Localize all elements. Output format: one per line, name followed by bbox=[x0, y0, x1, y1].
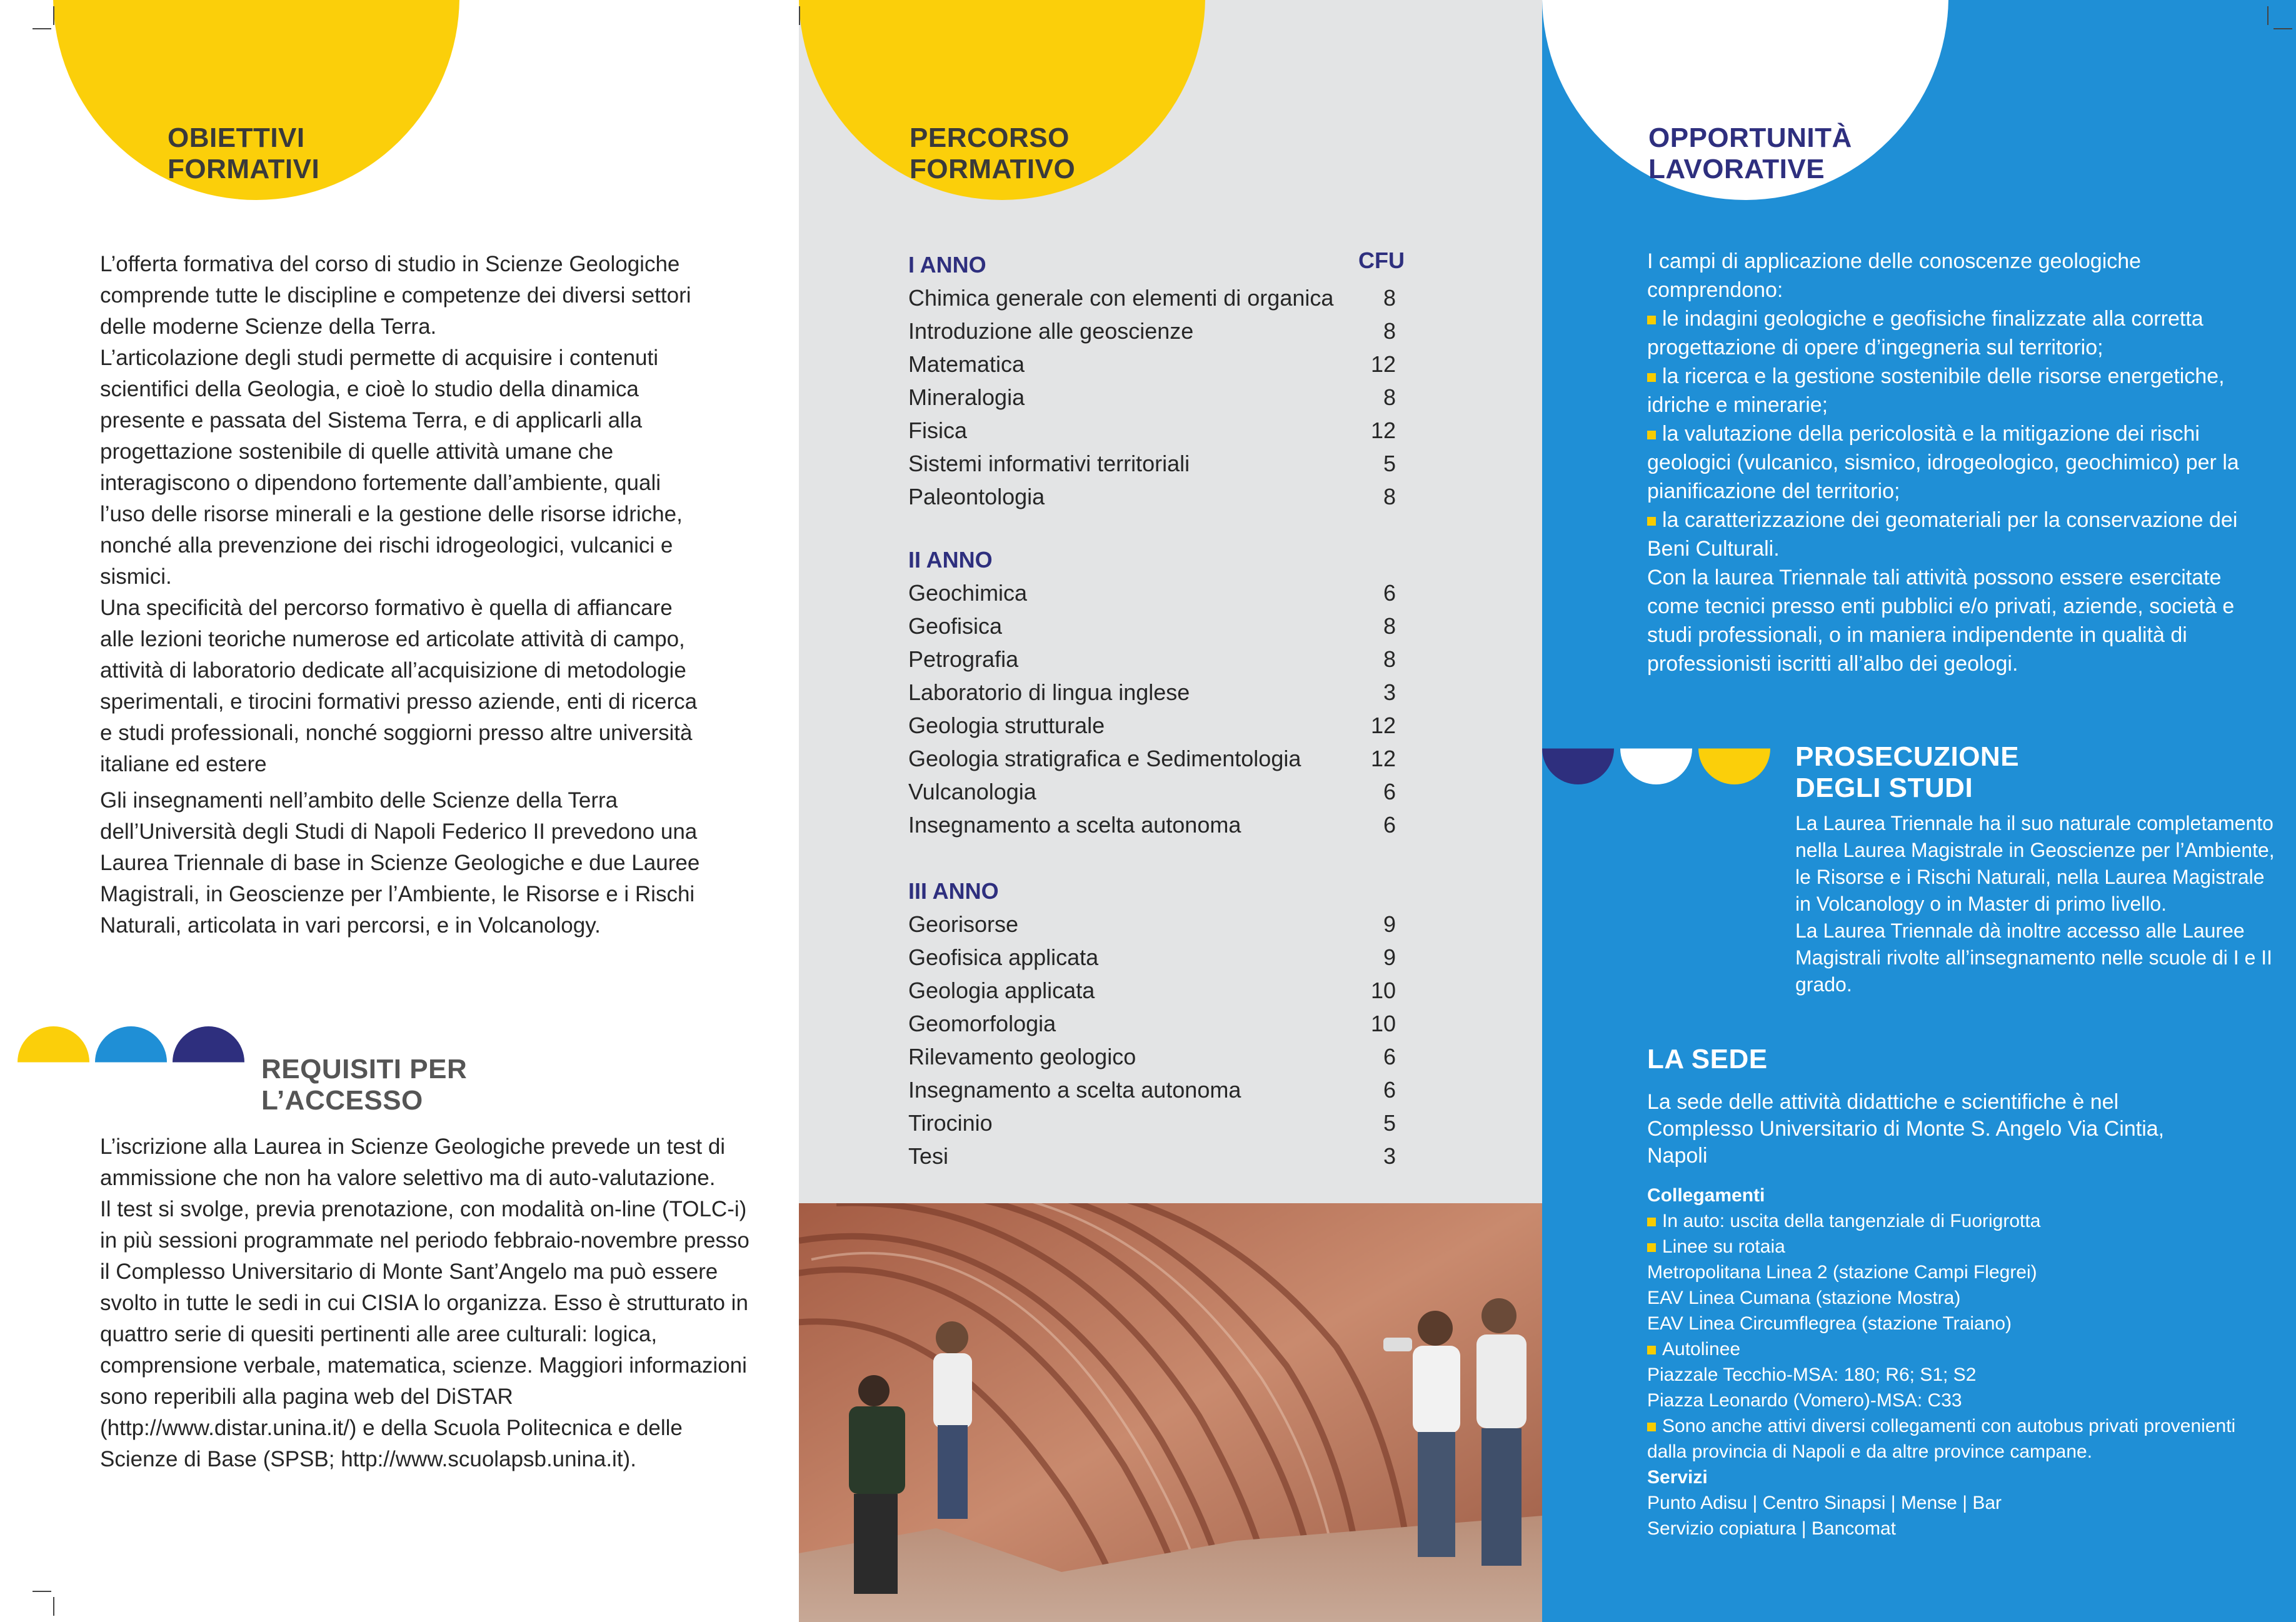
paragraph: L’offerta formativa del corso di studio in Scienze Geologiche comprende tutte le discipline e competenze dei diversi settori delle moderne Scienze della Terra. bbox=[100, 252, 691, 339]
course-row bbox=[908, 941, 1396, 974]
list-item bbox=[1647, 1336, 2272, 1362]
white-semicircle bbox=[1620, 713, 1692, 784]
title-line: PROSECUZIONE bbox=[1795, 741, 2020, 772]
opportunita-title bbox=[1648, 123, 1852, 185]
course-row bbox=[908, 775, 1396, 808]
percorso-title bbox=[910, 123, 1075, 185]
course-row bbox=[908, 1007, 1396, 1040]
year-block bbox=[908, 544, 1396, 841]
course-name: Insegnamento a scelta autonoma bbox=[908, 1077, 1241, 1103]
course-name: Matematica bbox=[908, 351, 1025, 377]
autolinee-line: Piazza Leonardo (Vomero)-MSA: C33 bbox=[1647, 1390, 1962, 1411]
course-name: Tirocinio bbox=[908, 1110, 993, 1136]
course-name: Tesi bbox=[908, 1143, 949, 1169]
course-cfu: 8 bbox=[1383, 613, 1396, 639]
title-line: FORMATIVO bbox=[910, 154, 1076, 184]
paragraph: L’articolazione degli studi permette di acquisire i contenuti scientifici della Geologia, e cioè lo studio della dinamica presente e passata del Sistema Terra, e di applicarli alla progettazione sostenibile di quelle attività umane che interagiscono o dipendono fortemente dall’ambiente, quali l’uso delle risorse minerali e la gestione delle risorse idriche, nonché alla prevenzione dei rischi idrogeologici, vulcanici e sismici. bbox=[100, 346, 683, 589]
bullet-icon bbox=[1647, 1423, 1656, 1431]
course-row bbox=[908, 808, 1396, 841]
prosecuzione-title bbox=[1795, 741, 2019, 804]
course-row bbox=[908, 314, 1396, 348]
course-row bbox=[908, 1106, 1396, 1139]
blue-semicircle bbox=[95, 1026, 167, 1098]
servizi-line: Servizio copiatura | Bancomat bbox=[1647, 1518, 1896, 1539]
list-item bbox=[1647, 304, 2247, 362]
list-item-text: la caratterizzazione dei geomateriali per la conservazione dei Beni Culturali. bbox=[1647, 508, 2238, 561]
course-cfu: 6 bbox=[1383, 580, 1396, 606]
collegamenti-title: Collegamenti bbox=[1647, 1185, 1765, 1206]
title-line: OBIETTIVI bbox=[168, 123, 305, 153]
course-name: Fisica bbox=[908, 418, 968, 443]
list-item-text: Autolinee bbox=[1662, 1339, 1741, 1359]
list-item-text: le indagini geologiche e geofisiche finalizzate alla corretta progettazione di opere d’ingegneria sul territorio; bbox=[1647, 307, 2203, 359]
course-row bbox=[908, 480, 1396, 513]
panel-percorso bbox=[799, 0, 1542, 1622]
course-cfu: 9 bbox=[1383, 944, 1396, 970]
course-name: Geomorfologia bbox=[908, 1011, 1056, 1036]
prosecuzione-text bbox=[1795, 810, 2283, 998]
course-cfu: 10 bbox=[1370, 978, 1396, 1003]
course-row bbox=[908, 676, 1396, 709]
servizi-line: Punto Adisu | Centro Sinapsi | Mense | Bar bbox=[1647, 1493, 2002, 1513]
course-row bbox=[908, 1073, 1396, 1106]
list-item bbox=[1647, 1234, 2272, 1259]
bullet-icon bbox=[1647, 1243, 1656, 1252]
title-line: LAVORATIVE bbox=[1648, 154, 1825, 184]
course-row bbox=[908, 1139, 1396, 1173]
course-cfu: 12 bbox=[1370, 713, 1396, 738]
paragraph: Il test si svolge, previa prenotazione, con modalità on-line (TOLC-i) in più sessioni programmate nel periodo febbraio-novembre presso il Complesso Universitario di Monte Sant’Angelo ma può essere svolto in tutte le sedi in cui CISIA lo organizza. Esso è strutturato in quattro serie di quesiti pertinenti alle aree culturali: logica, comprensione verbale, matematica, scienze. Maggiori informazioni sono reperibili alla pagina web del DiSTAR (http://www.distar.unina.it/) e della Scuola Politecnica e delle Scienze di Base (SPSB; http://www.scuolapsb.unina.it). bbox=[100, 1197, 749, 1471]
title-line: DEGLI STUDI bbox=[1795, 773, 1973, 803]
bullet-icon bbox=[1647, 373, 1656, 382]
course-cfu: 10 bbox=[1370, 1011, 1396, 1036]
course-row bbox=[908, 974, 1396, 1007]
year-title: III ANNO bbox=[908, 878, 999, 904]
course-cfu: 3 bbox=[1383, 1143, 1396, 1169]
list-item-text: la valutazione della pericolosità e la mitigazione dei rischi geologici (vulcanico, sismico, idrogeologico, geochimico) per la pianificazione del territorio; bbox=[1647, 422, 2239, 503]
title-line: PERCORSO bbox=[910, 123, 1070, 153]
course-name: Geologia stratigrafica e Sedimentologia bbox=[908, 746, 1301, 771]
course-row bbox=[908, 609, 1396, 643]
list-item bbox=[1647, 1208, 2272, 1234]
course-cfu: 8 bbox=[1383, 646, 1396, 672]
course-name: Geofisica applicata bbox=[908, 944, 1099, 970]
course-name: Geofisica bbox=[908, 613, 1003, 639]
collegamenti-block bbox=[1647, 1183, 2272, 1541]
year-title: I ANNO bbox=[908, 252, 986, 278]
navy-semicircle bbox=[1542, 713, 1614, 784]
course-row bbox=[908, 348, 1396, 381]
course-cfu: 12 bbox=[1370, 418, 1396, 443]
course-row bbox=[908, 281, 1396, 314]
title-line: REQUISITI PER bbox=[261, 1054, 468, 1084]
course-cfu: 8 bbox=[1383, 318, 1396, 344]
list-item bbox=[1647, 362, 2247, 419]
course-row bbox=[908, 1040, 1396, 1073]
paragraph: Una specificità del percorso formativo è quella di affiancare alle lezioni teoriche numerose ed articolate attività di campo, attività di laboratorio dedicate all’acquisizione di metodologie sperimentali, e tirocini formativi presso aziende, enti di ricerca e studi professionali, nonché soggiorni presso altre università italiane ed estere bbox=[100, 596, 698, 776]
list-item bbox=[1647, 506, 2247, 563]
panel-opportunita bbox=[1542, 0, 2296, 1622]
title-line: L’ACCESSO bbox=[261, 1085, 423, 1116]
course-cfu: 3 bbox=[1383, 679, 1396, 705]
yellow-semicircle bbox=[18, 1026, 89, 1098]
course-name: Paleontologia bbox=[908, 484, 1045, 509]
course-row bbox=[908, 742, 1396, 775]
sede-title: LA SEDE bbox=[1647, 1044, 1768, 1074]
course-name: Sistemi informativi territoriali bbox=[908, 451, 1190, 476]
year-title: II ANNO bbox=[908, 547, 993, 573]
course-cfu: 5 bbox=[1383, 451, 1396, 476]
course-cfu: 6 bbox=[1383, 1044, 1396, 1069]
rotaia-line: EAV Linea Circumflegrea (stazione Traiano) bbox=[1647, 1313, 2012, 1334]
course-cfu: 8 bbox=[1383, 384, 1396, 410]
rotaia-line: EAV Linea Cumana (stazione Mostra) bbox=[1647, 1288, 1961, 1308]
course-name: Mineralogia bbox=[908, 384, 1025, 410]
course-cfu: 6 bbox=[1383, 779, 1396, 804]
course-name: Chimica generale con elementi di organica bbox=[908, 285, 1334, 311]
course-row bbox=[908, 576, 1396, 609]
course-name: Petrografia bbox=[908, 646, 1019, 672]
paragraph: La Laurea Triennale dà inoltre accesso alle Lauree Magistrali rivolte all’insegnamento nelle scuole di I e II grado. bbox=[1795, 919, 2273, 996]
course-name: Insegnamento a scelta autonoma bbox=[908, 812, 1241, 838]
course-name: Vulcanologia bbox=[908, 779, 1036, 804]
list-item-text: Sono anche attivi diversi collegamenti con autobus privati provenienti dalla provincia di Napoli e da altre province campane. bbox=[1647, 1416, 2236, 1462]
list-item-text: Linee su rotaia bbox=[1662, 1236, 1785, 1257]
paragraph: I campi di applicazione delle conoscenze geologiche comprendono: bbox=[1647, 249, 2142, 302]
course-cfu: 8 bbox=[1383, 484, 1396, 509]
paragraph: L’iscrizione alla Laurea in Scienze Geologiche prevede un test di ammissione che non ha valore selettivo ma di auto-valutazione. bbox=[100, 1134, 726, 1190]
autolinee-line: Piazzale Tecchio-MSA: 180; R6; S1; S2 bbox=[1647, 1364, 1977, 1385]
course-row bbox=[908, 908, 1396, 941]
list-item-text: la ricerca e la gestione sostenibile delle risorse energetiche, idriche e minerarie; bbox=[1647, 364, 2225, 417]
requisiti-text bbox=[100, 1131, 756, 1475]
course-row bbox=[908, 414, 1396, 447]
panel-obiettivi bbox=[0, 0, 799, 1622]
list-item bbox=[1647, 1413, 2272, 1464]
list-item-text: In auto: uscita della tangenziale di Fuorigrotta bbox=[1662, 1211, 2041, 1231]
course-cfu: 12 bbox=[1370, 351, 1396, 377]
requisiti-title bbox=[261, 1054, 467, 1116]
paragraph: La Laurea Triennale ha il suo naturale completamento nella Laurea Magistrale in Geoscienze per l’Ambiente, le Risorse e i Rischi Naturali, nella Laurea Magistrale in Volcanology o in Master di primo livello. bbox=[1795, 812, 2275, 915]
paragraph: Gli insegnamenti nell’ambito delle Scienze della Terra dell’Università degli Studi di Napoli Federico II prevedono una Laurea Triennale di base in Scienze Geologiche e due Lauree Magistrali, in Geoscienze per l’Ambiente, le Risorse e i Rischi Naturali, articolata in vari percorsi, e in Volcanology. bbox=[100, 788, 700, 938]
title-line: FORMATIVI bbox=[168, 154, 320, 184]
course-cfu: 6 bbox=[1383, 1077, 1396, 1103]
obiettivi-text bbox=[100, 249, 700, 941]
year-block bbox=[908, 875, 1396, 1173]
course-name: Geologia strutturale bbox=[908, 713, 1105, 738]
course-name: Geochimica bbox=[908, 580, 1028, 606]
bullet-icon bbox=[1647, 316, 1656, 324]
servizi-title: Servizi bbox=[1647, 1467, 1708, 1488]
course-cfu: 5 bbox=[1383, 1110, 1396, 1136]
cfu-header: CFU bbox=[1358, 248, 1405, 273]
course-cfu: 9 bbox=[1383, 911, 1396, 937]
course-name: Introduzione alle geoscienze bbox=[908, 318, 1194, 344]
course-name: Georisorse bbox=[908, 911, 1019, 937]
yellow-semicircle bbox=[1698, 713, 1770, 784]
course-cfu: 6 bbox=[1383, 812, 1396, 838]
course-row bbox=[908, 447, 1396, 480]
opportunita-text bbox=[1647, 247, 2247, 678]
bullet-icon bbox=[1647, 1346, 1656, 1354]
course-name: Laboratorio di lingua inglese bbox=[908, 679, 1190, 705]
paragraph: Con la laurea Triennale tali attività possono essere esercitate come tecnici presso enti pubblici e/o privati, aziende, società e studi professionali, o in maniera indipendente in qualità di professionisti iscritti all’albo dei geologi. bbox=[1647, 566, 2235, 676]
obiettivi-title bbox=[168, 123, 319, 185]
course-row bbox=[908, 709, 1396, 742]
course-row bbox=[908, 381, 1396, 414]
course-name: Geologia applicata bbox=[908, 978, 1095, 1003]
title-line: OPPORTUNITÀ bbox=[1648, 123, 1852, 153]
bullet-icon bbox=[1647, 517, 1656, 526]
list-item bbox=[1647, 419, 2247, 506]
course-row bbox=[908, 643, 1396, 676]
rotaia-line: Metropolitana Linea 2 (stazione Campi Flegrei) bbox=[1647, 1262, 2037, 1283]
course-name: Rilevamento geologico bbox=[908, 1044, 1136, 1069]
course-cfu: 12 bbox=[1370, 746, 1396, 771]
year-block bbox=[908, 248, 1405, 513]
field-photo bbox=[799, 1203, 1542, 1622]
navy-semicircle bbox=[173, 1026, 244, 1098]
bullet-icon bbox=[1647, 431, 1656, 439]
sede-text: La sede delle attività didattiche e scientifiche è nel Complesso Universitario di Monte S. Angelo Via Cintia, Napoli bbox=[1647, 1090, 2165, 1168]
bullet-icon bbox=[1647, 1218, 1656, 1226]
course-cfu: 8 bbox=[1383, 285, 1396, 311]
